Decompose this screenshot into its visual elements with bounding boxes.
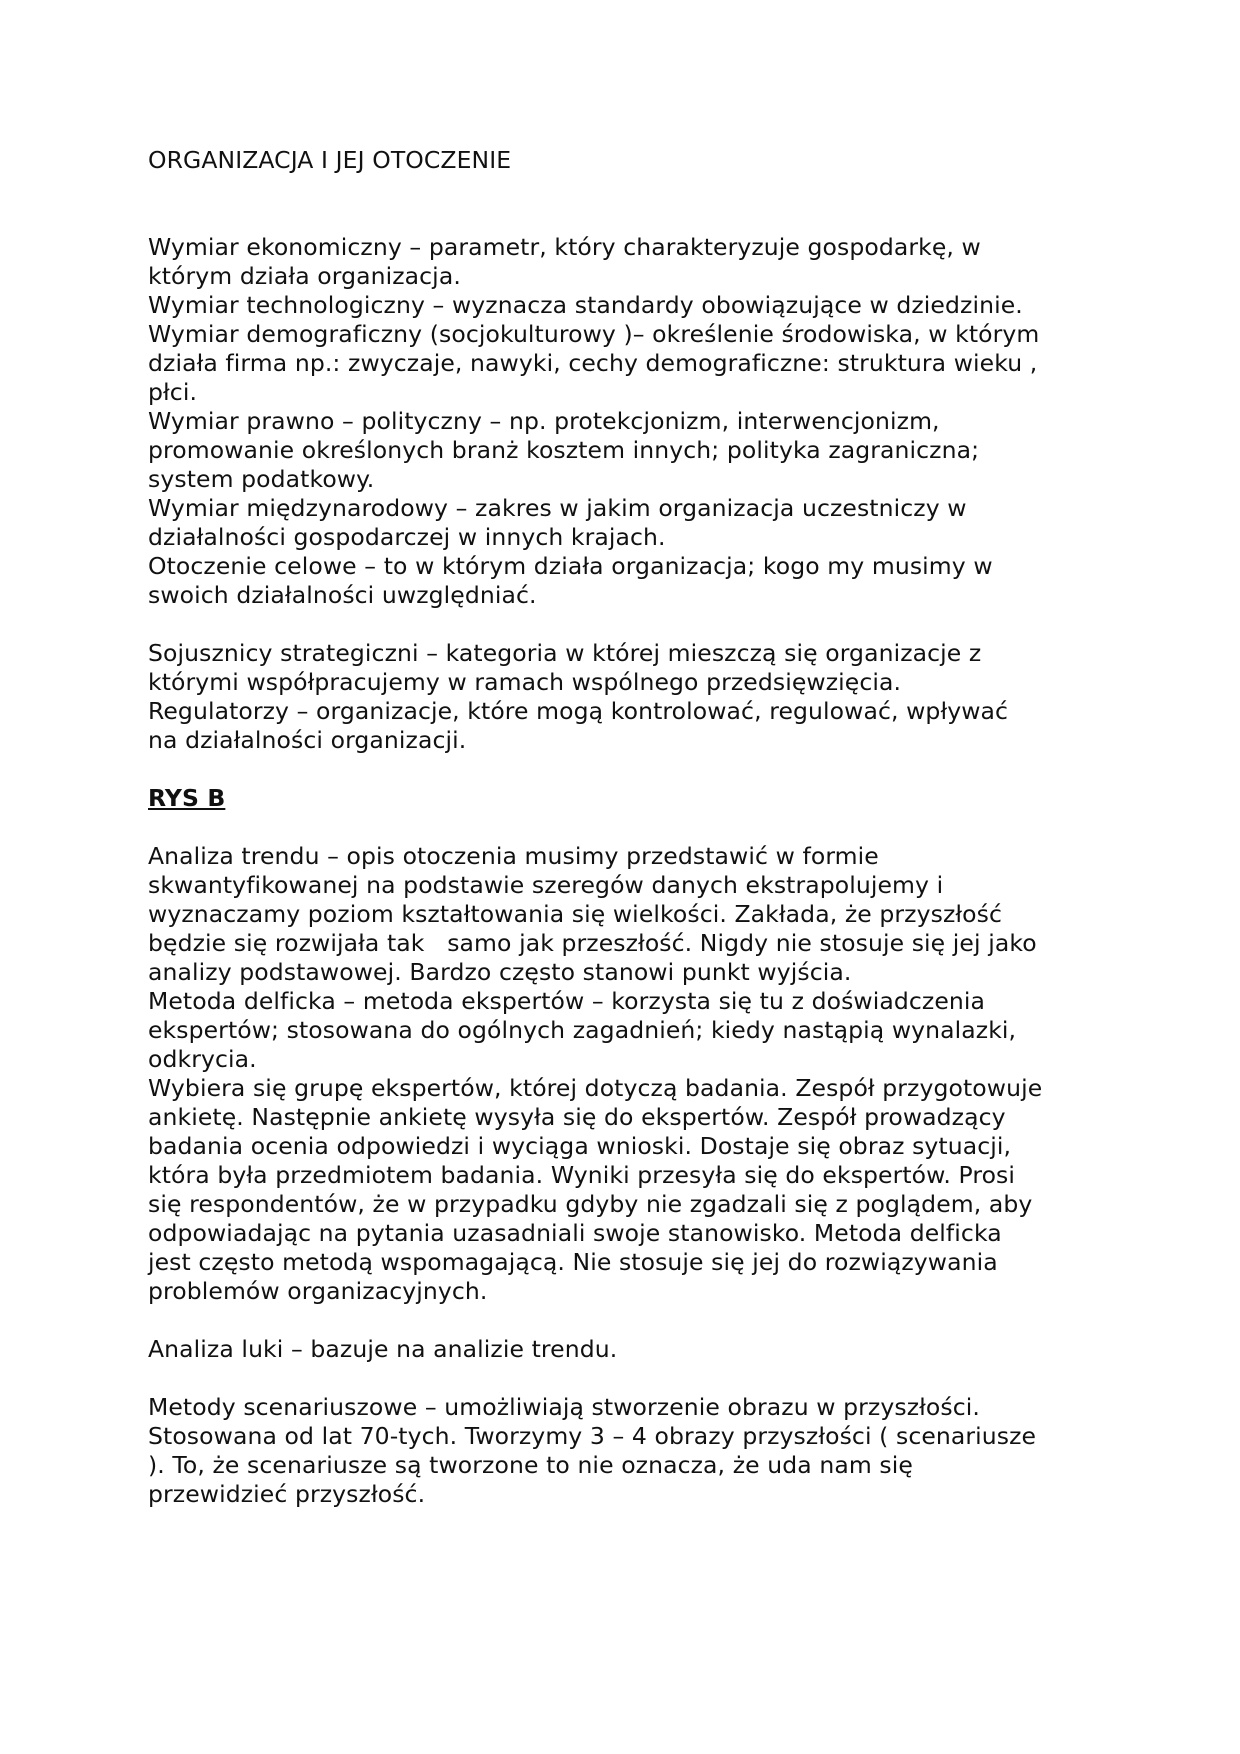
paragraph-wymiary xyxy=(148,233,1108,610)
text-line: wyznaczamy poziom kształtowania się wielkości. Zakłada, że przyszłość xyxy=(148,900,1003,928)
text-line: ekspertów; stosowana do ogólnych zagadnień; kiedy nastąpią wynalazki, xyxy=(148,1016,1017,1044)
text-line: Wymiar technologiczny – wyznacza standardy obowiązujące w dziedzinie. xyxy=(148,291,1023,319)
text-line: Wymiar międzynarodowy – zakres w jakim organizacja uczestniczy w xyxy=(148,494,967,522)
paragraph-spacer xyxy=(148,755,1108,784)
text-line: promowanie określonych branż kosztem innych; polityka zagraniczna; xyxy=(148,436,980,464)
text-line: płci. xyxy=(148,378,198,406)
text-line: system podatkowy. xyxy=(148,465,375,493)
text-line: Sojusznicy strategiczni – kategoria w której mieszczą się organizacje z xyxy=(148,639,982,667)
text-line: skwantyfikowanej na podstawie szeregów danych ekstrapolujemy i xyxy=(148,871,944,899)
paragraph-metody-scenariuszowe xyxy=(148,1393,1108,1509)
document-body xyxy=(148,146,1108,1509)
text-line: badania ocenia odpowiedzi i wyciąga wnioski. Dostaje się obraz sytuacji, xyxy=(148,1132,1012,1160)
text-line: działalności gospodarczej w innych krajach. xyxy=(148,523,666,551)
text-line: na działalności organizacji. xyxy=(148,726,467,754)
text-line: przewidzieć przyszłość. xyxy=(148,1480,426,1508)
text-line: ankietę. Następnie ankietę wysyła się do ekspertów. Zespół prowadzący xyxy=(148,1103,1006,1131)
text-line: jest często metodą wspomagającą. Nie stosuje się jej do rozwiązywania xyxy=(148,1248,998,1276)
text-line: która była przedmiotem badania. Wyniki przesyła się do ekspertów. Prosi xyxy=(148,1161,1016,1189)
text-line: Stosowana od lat 70-tych. Tworzymy 3 – 4 obrazy przyszłości ( scenariusze xyxy=(148,1422,1037,1450)
text-line: którymi współpracujemy w ramach wspólnego przedsięwzięcia. xyxy=(148,668,902,696)
text-line: Analiza luki – bazuje na analizie trendu. xyxy=(148,1335,618,1363)
text-line: Wymiar ekonomiczny – parametr, który charakteryzuje gospodarkę, w xyxy=(148,233,981,261)
text-line: odpowiadając na pytania uzasadniali swoje stanowisko. Metoda delficka xyxy=(148,1219,1002,1247)
paragraph-analiza-trendu xyxy=(148,842,1108,1306)
paragraph-spacer xyxy=(148,813,1108,842)
text-line: Metody scenariuszowe – umożliwiają stworzenie obrazu w przyszłości. xyxy=(148,1393,980,1421)
section-heading: RYS B xyxy=(148,784,226,812)
text-line: Regulatorzy – organizacje, które mogą kontrolować, regulować, wpływać xyxy=(148,697,1009,725)
text-line: ). To, że scenariusze są tworzone to nie oznacza, że uda nam się xyxy=(148,1451,913,1479)
text-line: będzie się rozwijała tak samo jak przeszłość. Nigdy nie stosuje się jej jako xyxy=(148,929,1037,957)
text-line: Wymiar demograficzny (socjokulturowy )– określenie środowiska, w którym xyxy=(148,320,1040,348)
text-line: którym działa organizacja. xyxy=(148,262,461,290)
text-line: problemów organizacyjnych. xyxy=(148,1277,488,1305)
paragraph-sojusznicy xyxy=(148,639,1108,755)
text-line: działa firma np.: zwyczaje, nawyki, cechy demograficzne: struktura wieku , xyxy=(148,349,1038,377)
paragraph-analiza-luki xyxy=(148,1335,1108,1364)
paragraph-spacer xyxy=(148,1364,1108,1393)
text-line: się respondentów, że w przypadku gdyby nie zgadzali się z poglądem, aby xyxy=(148,1190,1033,1218)
text-line: Wybiera się grupę ekspertów, której dotyczą badania. Zespół przygotowuje xyxy=(148,1074,1043,1102)
document-title: ORGANIZACJA I JEJ OTOCZENIE xyxy=(148,146,512,174)
text-line: Otoczenie celowe – to w którym działa organizacja; kogo my musimy w xyxy=(148,552,993,580)
paragraph-spacer xyxy=(148,610,1108,639)
text-line: Analiza trendu – opis otoczenia musimy przedstawić w formie xyxy=(148,842,879,870)
text-line: analizy podstawowej. Bardzo często stanowi punkt wyjścia. xyxy=(148,958,852,986)
text-line: Metoda delficka – metoda ekspertów – korzysta się tu z doświadczenia xyxy=(148,987,986,1015)
paragraph-spacer xyxy=(148,1306,1108,1335)
text-line: Wymiar prawno – polityczny – np. protekcjonizm, interwencjonizm, xyxy=(148,407,940,435)
text-line: swoich działalności uwzględniać. xyxy=(148,581,537,609)
text-line: odkrycia. xyxy=(148,1045,257,1073)
